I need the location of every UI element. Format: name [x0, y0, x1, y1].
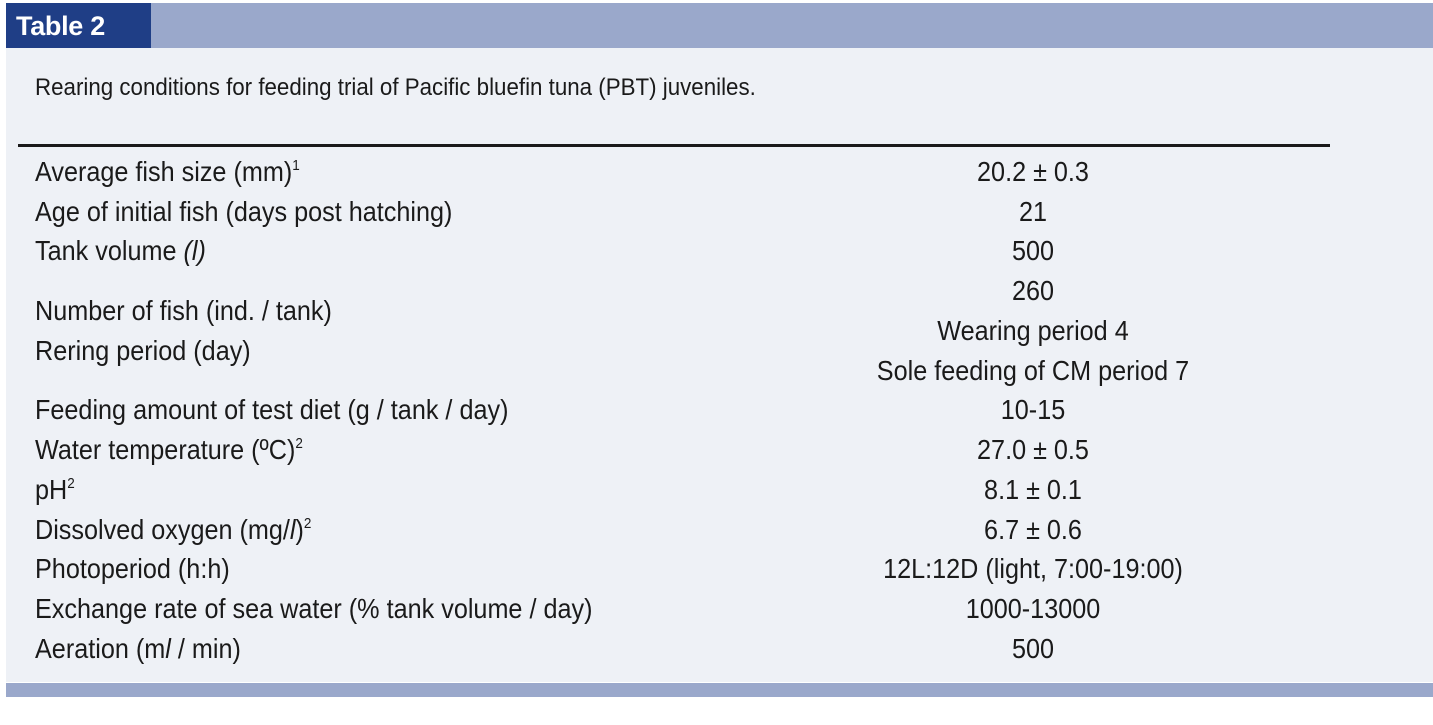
- header-rule: [18, 144, 1330, 147]
- row-label-photoperiod: Photoperiod (h:h): [35, 553, 230, 584]
- row-value-water-temperature: 27.0 ± 0.5: [977, 434, 1089, 465]
- row-value-number-of-fish: 260: [1011, 275, 1055, 306]
- row-value-ph: 8.1 ± 0.1: [984, 474, 1082, 505]
- row-value-dissolved-oxygen: 6.7 ± 0.6: [984, 514, 1082, 545]
- row-label-fish-size: Average fish size (mm)$^1$: [35, 156, 300, 187]
- row-value-rearing-period-sole-feeding: Sole feeding of CM period 7: [876, 355, 1190, 386]
- table-number-label: Table 2: [6, 3, 151, 48]
- row-label-number-of-fish: Number of fish (ind. / tank): [35, 295, 332, 326]
- row-label-ph: $pH^2$: [35, 474, 75, 505]
- row-label-feeding-amount: Feeding amount of test diet (g / tank / day): [35, 394, 509, 425]
- row-value-tank-volume: 500: [1011, 235, 1055, 266]
- row-label-age: Age of initial fish (days post hatching): [35, 196, 453, 227]
- row-value-fish-size: 20.2 ± 0.3: [977, 156, 1089, 187]
- row-value-exchange-rate: 1000-13000: [965, 593, 1101, 624]
- row-label-rearing-period: Rering period (day): [35, 335, 251, 366]
- footer-band: [6, 683, 1433, 697]
- row-value-aeration: 500: [1011, 633, 1055, 664]
- table-caption: Rearing conditions for feeding trial of Pacific bluefin tuna (PBT) juveniles.: [35, 74, 756, 101]
- header-band: [6, 3, 1433, 48]
- row-value-photoperiod: 12L:12D (light, 7:00-19:00): [883, 553, 1183, 584]
- row-value-rearing-period-weaning: Wearing period 4: [937, 315, 1129, 346]
- row-label-water-temperature: Water temperature (ºC)$^2$: [35, 434, 303, 465]
- row-label-dissolved-oxygen: Dissolved oxygen $(mg/l)^2$: [35, 514, 312, 545]
- row-value-feeding-amount: 10-15: [1000, 394, 1066, 425]
- row-label-aeration: Aeration (ml / min): [35, 633, 241, 664]
- row-value-age: 21: [1018, 196, 1048, 227]
- row-label-exchange-rate: Exchange rate of sea water (% tank volume / day): [35, 593, 593, 624]
- row-label-tank-volume: Tank volume (l): [35, 235, 206, 266]
